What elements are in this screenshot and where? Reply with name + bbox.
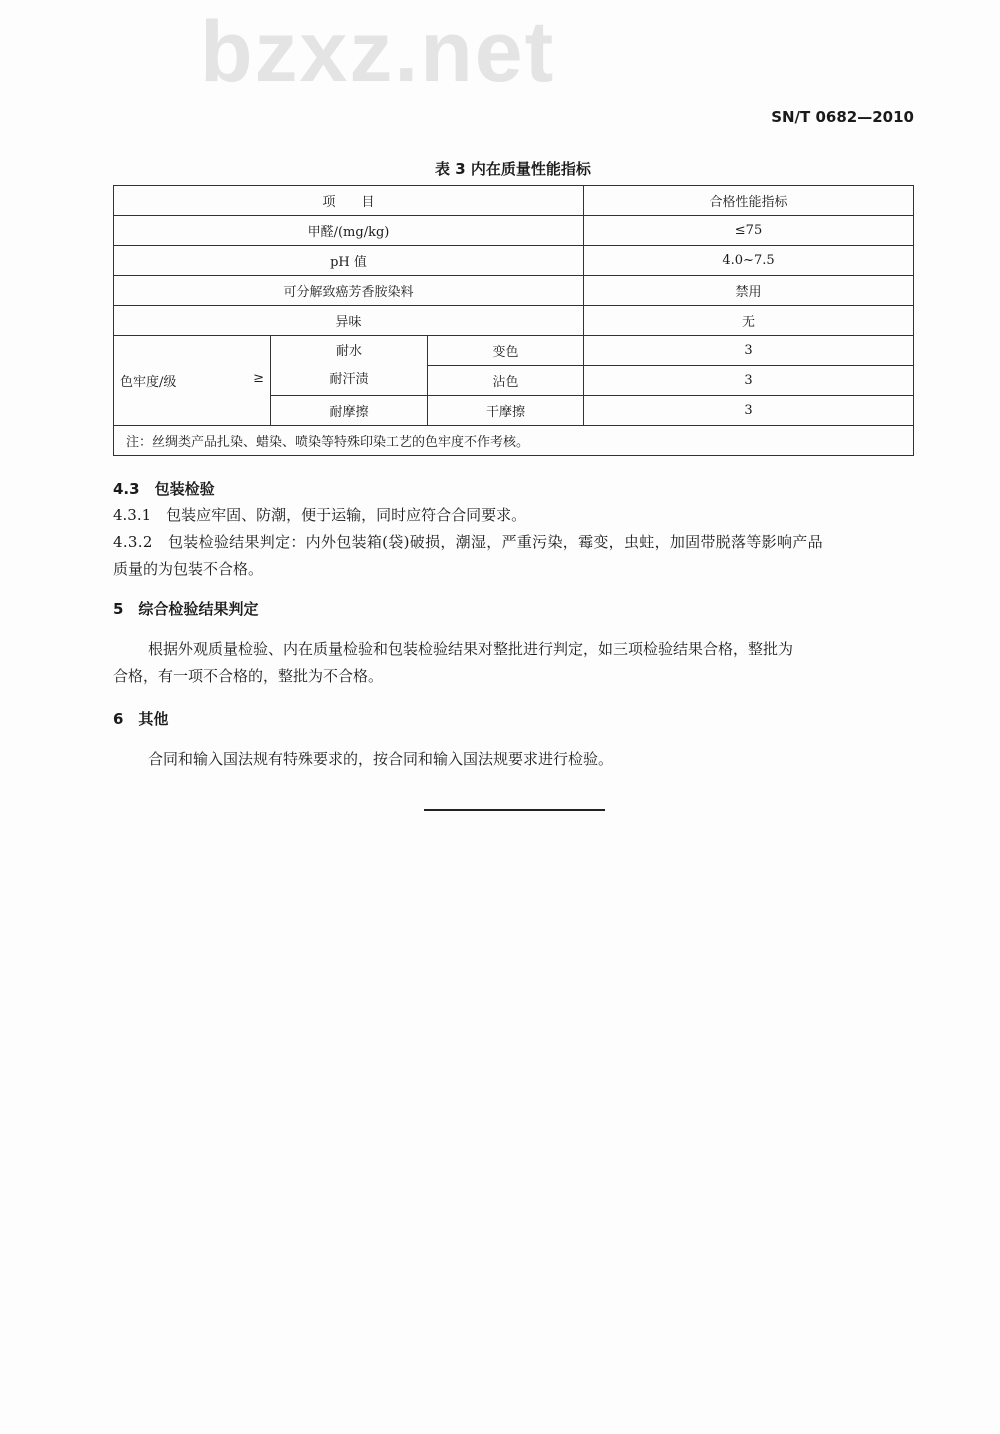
quality-table — [113, 185, 914, 456]
value-cell: 3 — [584, 396, 914, 426]
table-header-row — [114, 186, 914, 216]
table-row — [114, 216, 914, 246]
header-item: 项 目 — [114, 186, 584, 216]
para-5: 根据外观质量检验、内在质量检验和包装检验结果对整批进行判定，如三项检验结果合格，整批为 — [148, 640, 794, 658]
standard-number: SN/T 0682—2010 — [771, 108, 914, 126]
colorfastness-text: 色牢度/级 — [120, 375, 177, 390]
table-note: 注：丝绸类产品扎染、蜡染、喷染等特殊印染工艺的色牢度不作考核。 — [114, 426, 914, 456]
table-row — [114, 276, 914, 306]
end-rule — [424, 809, 605, 811]
value-cell: 无 — [584, 306, 914, 336]
para-4-3-2: 4.3.2 包装检验结果判定：内外包装箱(袋)破损，潮湿，严重污染，霉变，虫蛀，加固带脱落等影响产品 — [113, 533, 823, 551]
item-cell: pH 值 — [114, 246, 584, 276]
para-6: 合同和输入国法规有特殊要求的，按合同和输入国法规要求进行检验。 — [148, 750, 614, 768]
table-row — [114, 246, 914, 276]
value-cell: 4.0~7.5 — [584, 246, 914, 276]
table-title: 表 3 内在质量性能指标 — [435, 160, 591, 178]
gte-symbol: ≥ — [253, 371, 264, 386]
heading-5: 5 综合检验结果判定 — [113, 600, 259, 618]
table-note-row — [114, 426, 914, 456]
group-rubbing: 耐摩擦 — [271, 396, 428, 426]
para-4-3-2-cont: 质量的为包装不合格。 — [113, 560, 264, 578]
para-4-3-1: 4.3.1 包装应牢固、防潮，便于运输，同时应符合合同要求。 — [113, 506, 527, 524]
value-cell: 3 — [584, 336, 914, 366]
header-value: 合格性能指标 — [584, 186, 914, 216]
heading-6: 6 其他 — [113, 710, 169, 728]
sub-item: 变色 — [428, 336, 584, 366]
heading-4-3: 4.3 包装检验 — [113, 480, 215, 498]
value-cell: 禁用 — [584, 276, 914, 306]
sub-item: 干摩擦 — [428, 396, 584, 426]
sub-item: 沾色 — [428, 366, 584, 396]
colorfastness-label — [114, 336, 271, 426]
table-row — [114, 336, 914, 366]
item-cell: 甲醛/(mg/kg) — [114, 216, 584, 246]
group-water-sweat: 耐水 耐汗渍 — [271, 336, 428, 396]
para-5-cont: 合格，有一项不合格的，整批为不合格。 — [113, 667, 384, 685]
item-cell: 异味 — [114, 306, 584, 336]
watermark: bzxz.net — [200, 4, 556, 100]
table-row — [114, 306, 914, 336]
value-cell: ≤75 — [584, 216, 914, 246]
item-cell: 可分解致癌芳香胺染料 — [114, 276, 584, 306]
value-cell: 3 — [584, 366, 914, 396]
